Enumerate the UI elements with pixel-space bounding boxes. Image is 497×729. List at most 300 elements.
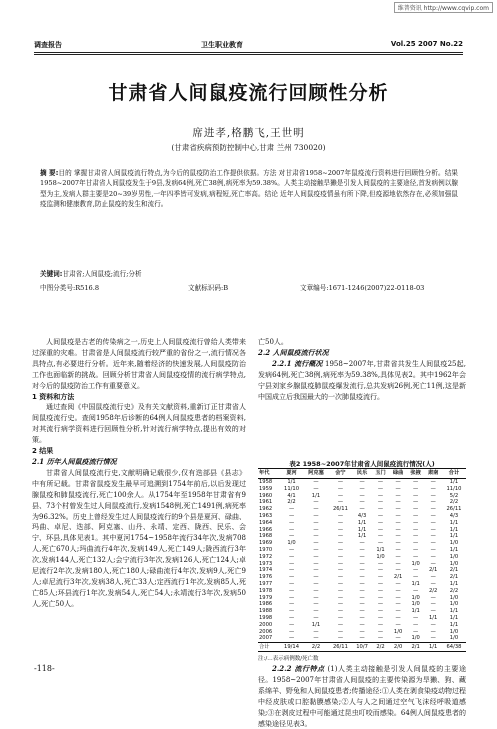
table-cell: 2/1 — [428, 567, 438, 574]
table-cell: — — [430, 519, 436, 526]
table-cell: 1/1 — [357, 533, 367, 540]
table-cell: — — [313, 553, 319, 560]
table-cell: 2/1 — [393, 574, 403, 581]
subsection-heading: 2.1 历年人间鼠疫流行情况 — [32, 456, 117, 466]
table-cell: 1/0 — [449, 628, 459, 635]
table-cell: 2/2 — [428, 587, 438, 594]
table-cell: — — [395, 608, 401, 615]
table-cell: — — [337, 608, 344, 615]
table-cell: — — [430, 594, 436, 601]
table-cell: — — [395, 526, 401, 533]
table-cell: — — [359, 567, 365, 574]
table-cell: — — [413, 533, 419, 540]
abstract-conclusion: 结论 近年人间鼠疫疫情虽有所下降,但疫源地依然存在,必须加强鼠疫监测和健康教育,防止鼠疫的发生和流行。 — [40, 189, 458, 208]
table-cell: — — [313, 506, 319, 513]
table-cell: — — [288, 608, 295, 615]
table-cell: — — [337, 614, 344, 621]
table-cell: — — [359, 621, 365, 628]
table-row — [258, 615, 466, 622]
table-cell: 2006 — [259, 628, 273, 635]
table-cell: — — [395, 519, 401, 526]
table-cell: — — [430, 533, 436, 540]
table-cell: — — [377, 560, 384, 567]
table-cell: 1/1 — [449, 608, 459, 615]
table-cell: — — [395, 601, 401, 608]
table-cell: — — [413, 506, 419, 513]
table-cell: — — [377, 614, 384, 621]
table-cell: — — [359, 560, 365, 567]
table-cell: — — [377, 519, 384, 526]
table-cell: 26/11 — [446, 506, 462, 513]
table-cell: 1/1 — [357, 526, 367, 533]
table-cell: — — [359, 580, 365, 587]
table-cell: — — [413, 567, 419, 574]
table-cell: — — [337, 533, 344, 540]
table-cell: — — [313, 533, 319, 540]
table-cell: — — [430, 580, 436, 587]
history-paragraph: 甘肃省人间鼠疫流行史,文献明确记载很少,仅有迭部县《县志》中有所记载。甘肃省鼠疫发生最早可追溯到1754年前后,以后发现过腺鼠疫和肺鼠疫流行,死亡100余人。从1754年至1958年甘肃省有9县、73个村曾发生过人间鼠疫流行,发病1548例,死亡1491例,病死率为96.32%。历史上曾经发生过人间鼠疫流行的9个县是夏河、碌曲、玛曲、卓尼、迭部、阿克塞、山丹、永靖、定西、陇西、民乐、会宁、环县,具体见表1。其中夏河1754~1958年流行34年次,发病708人,死亡670人;玛曲流行4年次,发病149人,死亡149人;陇西流行3年次,发病144人,死亡132人;会宁流行3年次,发病126人,死亡124人;卓尼流行2年次,发病180人,死亡180人;碌曲流行4年次,发病9人,死亡9人;卓尼流行3年次,发病38人,死亡33人;定西流行1年次,发病85人,死亡85人;环县流行1年次,发病54人,死亡54人;永靖流行3年次,发病50人,死亡50人。 — [32, 468, 246, 608]
table-cell: — — [359, 479, 365, 485]
table-cell: — — [395, 553, 401, 560]
table-row — [258, 581, 466, 588]
table-cell: — — [377, 512, 384, 519]
table-cell: — — [288, 567, 295, 574]
table-row — [258, 506, 466, 513]
table-cell: — — [430, 540, 436, 547]
table-cell: — — [430, 546, 436, 553]
table-cell: — — [377, 608, 384, 615]
table-cell: 26/11 — [332, 506, 348, 513]
table-cell: — — [288, 560, 295, 567]
table-cell: — — [377, 587, 384, 594]
table-cell: 1968 — [259, 533, 273, 540]
table-cell: — — [395, 479, 401, 485]
table-cell: — — [313, 485, 319, 492]
table-cell: — — [413, 499, 419, 506]
table-cell: — — [288, 580, 295, 587]
table-row — [258, 479, 466, 486]
table-cell: 1/0 — [449, 553, 459, 560]
table-cell: — — [413, 628, 419, 635]
table-cell: — — [395, 614, 401, 621]
table-cell: — — [413, 574, 419, 581]
table-total-cell: 2/2 — [304, 643, 329, 652]
table-cell: — — [313, 614, 319, 621]
table-cell: — — [395, 560, 401, 567]
table-cell: 1986 — [259, 601, 273, 608]
table-total-cell: 1/1 — [424, 643, 442, 652]
table-cell: — — [395, 512, 401, 519]
table-cell: — — [395, 492, 401, 499]
table-total-row — [258, 643, 466, 652]
table-cell: 2000 — [259, 621, 273, 628]
table-column-header: 肃南 — [424, 469, 442, 479]
table-cell: 1/0 — [449, 594, 459, 601]
running-header — [34, 40, 463, 51]
header-section: 调查报告 — [34, 41, 62, 49]
table-cell: — — [359, 574, 365, 581]
table-cell: — — [359, 608, 365, 615]
clc-number: 中图分类号:R516.8 — [40, 284, 100, 292]
table-cell: — — [430, 574, 436, 581]
table-cell: 1979 — [259, 594, 273, 601]
table-cell: 1963 — [259, 512, 273, 519]
table-cell: — — [288, 512, 295, 519]
watermark: 维普资讯 http://www.cqvip.com — [394, 2, 493, 13]
table-cell: — — [413, 587, 419, 594]
table-cell: — — [313, 540, 319, 547]
table-cell: — — [413, 621, 419, 628]
table-cell: 1/1 — [449, 526, 459, 533]
table-cell: — — [288, 519, 295, 526]
table-cell: 11/10 — [446, 485, 462, 492]
table-total-cell: 64/38 — [442, 643, 466, 652]
table-column-header: 张掖 — [407, 469, 425, 479]
table-cell: 1/0 — [411, 594, 420, 601]
table-cell: — — [313, 601, 319, 608]
header-journal: 卫生职业教育 — [201, 41, 243, 49]
table-cell: 1962 — [259, 506, 273, 513]
table-cell: 1/1 — [449, 546, 459, 553]
table-cell: — — [337, 512, 344, 519]
table-row — [258, 554, 466, 561]
table-cell: 2/1 — [449, 567, 459, 574]
table-cell: — — [395, 540, 401, 547]
table-total-cell: 2/0 — [389, 643, 407, 652]
methods-paragraph: 通过查阅《中国鼠疫流行史》及有关文献资料,重新订正甘肃省人间鼠疫流行史。查阅1958年后诊断的64例人间鼠疫患者的档案资料,对其流行病学资料进行回顾性分析,针对流行病学特点,提出有效的对策。 — [32, 403, 246, 445]
table-cell: — — [337, 499, 344, 506]
table-cell: — — [313, 628, 319, 635]
abstract-label: 摘 要: — [40, 169, 59, 177]
table-cell: — — [395, 594, 401, 601]
table-cell: — — [359, 553, 365, 560]
table-cell: 1964 — [259, 519, 273, 526]
table-cell: 1/1 — [376, 546, 385, 553]
table-caption: 表2 1958~2007年甘肃省人间鼠疫流行情况(人) — [289, 460, 435, 468]
table-cell: 1/0 — [287, 540, 296, 547]
section-heading: 1 资料和方法 — [32, 392, 75, 401]
table-cell: — — [359, 499, 365, 506]
table-cell: 1966 — [259, 526, 273, 533]
table-cell: — — [337, 560, 344, 567]
table-cell: 1976 — [259, 574, 273, 581]
header-rule — [34, 52, 463, 53]
table-cell: 1972 — [259, 553, 273, 560]
right-column-bottom — [258, 664, 466, 729]
table-cell: 1977 — [259, 580, 273, 587]
table-cell: — — [424, 635, 442, 642]
table-cell: — — [377, 567, 384, 574]
table-cell: — — [377, 621, 384, 628]
table-cell: — — [337, 601, 344, 608]
table-cell: — — [430, 553, 436, 560]
table-cell: — — [395, 621, 401, 628]
table-cell: — — [359, 492, 365, 499]
article-title: 甘肃省人间鼠疫流行回顾性分析 — [108, 82, 389, 104]
table-cell: — — [304, 635, 329, 642]
table-cell: — — [288, 621, 295, 628]
features-text: (1)人类主动接触是引发人间鼠疫的主要途径。1958~2007年甘肃省人间鼠疫的主要传染源为旱獭、狗、藏系绵羊、野兔和人间鼠疫患者;传播途径:①人类在剥食染疫动物过程中经皮肤或口腔黏膜感染;②人与人之间通过空气飞沫经呼吸道感染;③在剥皮过程中可能通过昆虫叮咬而感染。64例人间鼠疫患者的感染途径见表3。 — [258, 665, 466, 728]
table-cell: — — [395, 580, 401, 587]
table-row — [258, 622, 466, 629]
table-cell: — — [389, 635, 407, 642]
table-cell: — — [413, 512, 419, 519]
table-cell: 1/1 — [449, 580, 459, 587]
table-cell: 1958 — [259, 479, 273, 485]
table-cell: — — [395, 506, 401, 513]
table-cell: 1/0 — [449, 560, 459, 567]
header-rule-thin — [34, 54, 463, 55]
table-row — [258, 540, 466, 547]
table-cell: — — [288, 574, 295, 581]
table-cell: — — [288, 526, 295, 533]
table-cell: — — [430, 506, 436, 513]
table-total-cell: 合计 — [258, 643, 280, 652]
table-total-cell: 10/7 — [352, 643, 371, 652]
table-cell: — — [288, 594, 295, 601]
table-cell: 2/1 — [449, 574, 459, 581]
table-cell: 4/3 — [449, 512, 459, 519]
left-column — [32, 337, 246, 610]
table-cell: — — [413, 485, 419, 492]
table-cell: — — [337, 567, 344, 574]
table-cell: 1969 — [259, 540, 273, 547]
table-cell: 1/1 — [428, 614, 438, 621]
table-row — [258, 608, 466, 615]
table-cell: 1/1 — [311, 492, 321, 499]
table-cell: — — [313, 519, 319, 526]
table-cell: — — [313, 546, 319, 553]
header-volume: Vol.25 2007 No.22 — [390, 40, 463, 48]
table-cell: 1961 — [259, 499, 273, 506]
table-cell: 1/1 — [449, 614, 459, 621]
table-cell: 2007 — [258, 635, 280, 642]
table-cell: 11/10 — [284, 485, 299, 492]
table-cell: — — [359, 540, 365, 547]
table-cell: 1998 — [259, 614, 273, 621]
table-cell: — — [395, 587, 401, 594]
table-cell: — — [359, 594, 365, 601]
table-cell: — — [359, 587, 365, 594]
table-cell: — — [377, 601, 384, 608]
subsubsection-label: 2.2.2 流行特点 — [272, 664, 325, 673]
table-cell: 2/2 — [449, 587, 459, 594]
overview-text: 1958~2007年,甘肃省共发生人间鼠疫25起,发病64例,死亡38例,病死率为59.38%,具体见表2。其中1962年会宁县刘家乡腺鼠疫肺鼠疫爆发流行,总共发病26例,死亡11例,这是新中国成立后我国最大的一次肺鼠疫流行。 — [258, 359, 466, 401]
table-row — [258, 561, 466, 568]
table-cell: — — [377, 574, 384, 581]
table-cell: — — [352, 635, 371, 642]
table-cell: — — [359, 546, 365, 553]
table-cell: 1/1 — [449, 621, 459, 628]
table-cell: — — [377, 540, 384, 547]
table-row — [258, 486, 466, 493]
table-cell: — — [359, 506, 365, 513]
keywords — [40, 268, 142, 278]
table-column-header: 阿克塞 — [304, 469, 329, 479]
table-cell: — — [359, 485, 365, 492]
keywords-label: 关键词: — [40, 270, 63, 278]
table-cell: — — [430, 485, 436, 492]
table-cell: — — [337, 553, 344, 560]
table-cell: — — [313, 594, 319, 601]
table-cell: 1/0 — [449, 540, 459, 547]
table-cell: — — [313, 479, 319, 485]
table-cell: — — [280, 635, 304, 642]
table-total-cell: 2/2 — [372, 643, 390, 652]
table-cell: — — [413, 479, 419, 485]
table-column-header: 碌曲 — [389, 469, 407, 479]
table-cell: 1/1 — [449, 533, 459, 540]
table-cell: — — [395, 499, 401, 506]
table-cell: 1970 — [259, 546, 273, 553]
table-body — [258, 479, 466, 643]
table-cell: — — [328, 635, 352, 642]
overview-paragraph — [258, 359, 466, 403]
table-cell: — — [377, 506, 384, 513]
table-cell: 1/1 — [449, 479, 459, 485]
table-cell: 1973 — [259, 560, 273, 567]
table-cell: 5/2 — [449, 492, 459, 499]
keywords-value: 甘肃省;人间鼠疫;流行;分析 — [62, 270, 142, 278]
table-cell: — — [395, 485, 401, 492]
table-total-cell: 19/14 — [280, 643, 304, 652]
section-heading: 2 结果 — [32, 447, 54, 456]
table-cell: — — [430, 479, 436, 485]
table-cell: — — [413, 553, 419, 560]
table-column-header: 玉门 — [372, 469, 390, 479]
table-cell: 1/1 — [311, 621, 321, 628]
abstract — [40, 168, 458, 209]
epidemic-table — [258, 468, 466, 652]
table-cell: — — [337, 485, 344, 492]
table-cell: — — [377, 492, 384, 499]
table-row — [258, 499, 466, 506]
authors: 席进孝,格鹏飞,王世明 — [192, 127, 305, 139]
table-row — [258, 513, 466, 520]
table-cell: — — [288, 614, 295, 621]
table-cell: — — [288, 628, 295, 635]
table-column-header: 年代 — [258, 469, 280, 479]
table-cell: — — [313, 608, 319, 615]
article-number: 文章编号:1671-1246(2007)22-0118-03 — [300, 284, 425, 292]
table-cell: — — [395, 567, 401, 574]
table-cell: — — [313, 567, 319, 574]
table-cell: — — [377, 628, 384, 635]
table-cell: — — [359, 601, 365, 608]
table-cell: — — [337, 594, 344, 601]
table-cell: — — [337, 621, 344, 628]
table-cell: 1/0 — [411, 601, 420, 608]
table-cell: — — [288, 533, 295, 540]
subsection-heading: 2.2 人间鼠疫流行状况 — [258, 347, 329, 357]
table-cell: 2/2 — [287, 499, 296, 506]
table-note: 注:/…表示病例数/死亡数 — [258, 656, 319, 662]
table-row — [258, 493, 466, 500]
table-cell: — — [337, 540, 344, 547]
table-row — [258, 629, 466, 636]
table-column-header: 民乐 — [352, 469, 371, 479]
table-cell: — — [359, 614, 365, 621]
table-cell: — — [430, 628, 436, 635]
table-cell: — — [313, 526, 319, 533]
table-cell: 1988 — [259, 608, 273, 615]
table-cell: — — [430, 492, 436, 499]
table-column-header: 合计 — [442, 469, 466, 479]
table-cell: — — [288, 553, 295, 560]
abstract-objective: 目的 掌握甘肃省人间鼠疫流行特点,为今后的鼠疫防治工作提供依据。 — [58, 169, 264, 177]
table-cell: — — [313, 560, 319, 567]
table-cell: — — [377, 526, 384, 533]
table-cell: — — [288, 546, 295, 553]
continued-text: 亡50人。 — [258, 338, 288, 346]
table-cell: — — [377, 479, 384, 485]
table-cell: 1/1 — [411, 580, 420, 587]
table-cell: 1/0 — [407, 635, 425, 642]
table-cell: 1/0 — [411, 560, 420, 567]
table-header-row — [258, 469, 466, 479]
table-cell: — — [337, 546, 344, 553]
table-row — [258, 635, 466, 642]
table-cell: — — [337, 574, 344, 581]
table-cell: — — [413, 519, 419, 526]
document-code: 文献标识码:B — [188, 284, 229, 292]
table-cell: 1/0 — [376, 553, 385, 560]
affiliation: (甘肃省疾病预防控制中心,甘肃 兰州 730020) — [171, 143, 326, 152]
table-cell: 1/1 — [411, 608, 420, 615]
table-cell: — — [430, 499, 436, 506]
table-row — [258, 601, 466, 608]
table-cell: 4/3 — [357, 512, 367, 519]
table-cell: — — [288, 587, 295, 594]
table-cell: 1/0 — [442, 635, 466, 642]
table-cell: — — [413, 546, 419, 553]
table-cell: 2/2 — [449, 499, 459, 506]
table-row — [258, 588, 466, 595]
table-cell: 1/1 — [357, 519, 367, 526]
table-cell: — — [337, 492, 344, 499]
table-cell: — — [313, 587, 319, 594]
table-cell: 4/1 — [287, 492, 296, 499]
table-cell: — — [430, 608, 436, 615]
table-cell: 1/0 — [449, 601, 459, 608]
table-cell: 1974 — [259, 567, 273, 574]
abstract-result: 结果 1958~2007年甘肃省人间鼠疫发生于9县,发病64例,死亡38例,病死率为59.38%。人类主动接触旱獭是引发人间鼠疫的主要途径,首发病例以腺型为主,发病人群主要是20~39岁男性,一年四季皆可发病,病程短,死亡率高。 — [40, 169, 458, 198]
table-column-header: 夏河 — [280, 469, 304, 479]
table-cell: — — [395, 533, 401, 540]
table-row — [258, 547, 466, 554]
table-cell: — — [413, 540, 419, 547]
table-cell: — — [430, 621, 436, 628]
table-cell: — — [337, 587, 344, 594]
table-cell: 1/1 — [287, 479, 296, 485]
table-cell: — — [337, 479, 344, 485]
table-cell: — — [395, 546, 401, 553]
table-cell: — — [377, 594, 384, 601]
table-cell: — — [413, 492, 419, 499]
table-cell: — — [359, 628, 365, 635]
table-cell: — — [413, 614, 419, 621]
table-total-cell: 2/1 — [407, 643, 425, 652]
table-cell: 1978 — [259, 587, 273, 594]
right-column-top — [258, 337, 466, 402]
table-cell: — — [372, 635, 390, 642]
table-total-cell: 26/11 — [328, 643, 352, 652]
table-row — [258, 595, 466, 602]
table-cell: 1960 — [259, 492, 273, 499]
table-row — [258, 567, 466, 574]
table-cell: — — [377, 580, 384, 587]
abstract-method: 方法 对甘肃省1958~2007年鼠疫流行资料进行回顾性分析。 — [263, 169, 445, 177]
